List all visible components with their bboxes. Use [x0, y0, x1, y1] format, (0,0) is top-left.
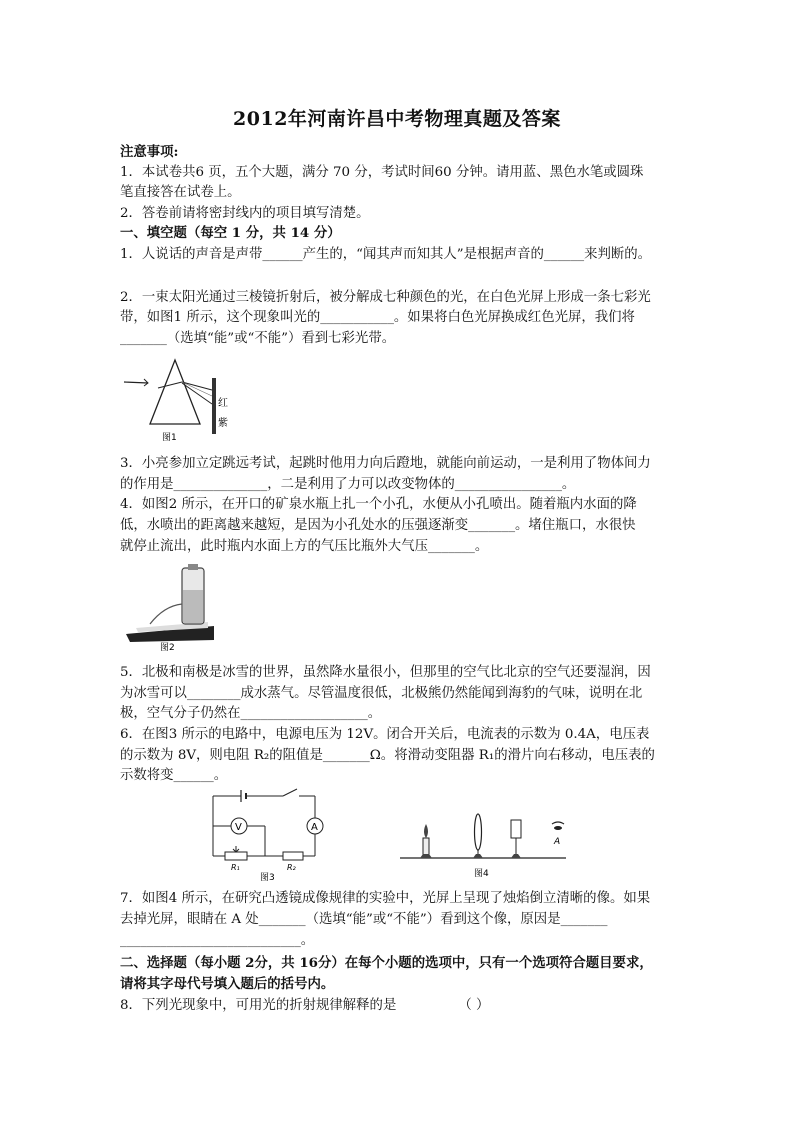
question-text: _______（选填“能”或“不能”）看到七彩光带。 [120, 331, 396, 346]
question-text: 5．北极和南极是冰雪的世界，虽然降水量很小，但那里的空气比北京的空气还要湿润，因 [120, 665, 651, 680]
figure-caption: 图4 [474, 869, 489, 879]
question-text: 就停止流出，此时瓶内水面上方的气压比瓶外大气压_______。 [120, 539, 489, 554]
section-heading: 二、选择题（每小题 2分，共 16分）在每个小题的选项中，只有一个选项符合题目要求， [120, 955, 653, 971]
r1-label: R₁ [231, 863, 240, 872]
page-title: 2012年河南许昌中考物理真题及答案 [233, 108, 561, 130]
notice-heading: 注意事项: [120, 144, 179, 160]
question-text: 低，水喷出的距离越来越短，是因为小孔处水的压强逐渐变_______。堵住瓶口，水很快 [120, 518, 636, 533]
r2-label: R₂ [287, 863, 296, 872]
question-text: 6．在图3 所示的电路中，电源电压为 12V。闭合开关后，电流表的示数为 0.4A，电压表 [120, 727, 650, 742]
section-heading: 请将其字母代号填入题后的括号内。 [120, 976, 335, 992]
figure-4-optical-bench [396, 806, 576, 882]
question-text: 极，空气分子仍然在___________________。 [120, 706, 382, 721]
eye-label: A [554, 837, 561, 847]
question-text: 带，如图1 所示，这个现象叫光的___________。如果将白色光屏换成红色光屏，我们将 [120, 310, 635, 325]
question-stem: 8．下列光现象中，可用光的折射规律解释的是 [120, 998, 397, 1013]
question-text: 1．人说话的声音是声带______产生的，“闻其声而知其人”是根据声音的______来判断的。 [120, 247, 652, 262]
section-heading: 一、填空题（每空 1 分，共 14 分） [120, 225, 341, 241]
question-text: 4．如图2 所示，在开口的矿泉水瓶上扎一个小孔，水便从小孔喷出。随着瓶内水面的降 [120, 497, 637, 512]
question-text: 的示数为 8V，则电阻 R₂的阻值是_______Ω。将滑动变阻器 R₁的滑片向右移动，电压表的 [120, 748, 655, 763]
question-text [120, 995, 690, 1016]
ammeter-label: A [311, 822, 318, 833]
answer-paren: （ ） [458, 998, 490, 1013]
question-text: 7．如图4 所示，在研究凸透镜成像规律的实验中，光屏上呈现了烛焰倒立清晰的像。如果 [120, 891, 651, 906]
question-text: 为冰雪可以________成水蒸气。尽管温度很低，北极熊仍然能闻到海豹的气味，说明在北 [120, 686, 643, 701]
voltmeter-label: V [235, 822, 242, 833]
figure-2-bottle [120, 562, 220, 654]
figure-1-prism [120, 352, 230, 444]
question-text: 2．一束太阳光通过三棱镜折射后，被分解成七种颜色的光，在白色光屏上形成一条七彩光 [120, 290, 651, 305]
notice-line: 笔直接答在试卷上。 [120, 185, 241, 200]
question-text: 的作用是______________，二是利用了力可以改变物体的________________。 [120, 477, 576, 492]
question-text: 去掉光屏，眼睛在 A 处_______（选填“能”或“不能”）看到这个像，原因是_______ [120, 912, 608, 927]
notice-line: 2．答卷前请将密封线内的项目填写清楚。 [120, 206, 370, 221]
figure-caption: 图3 [260, 873, 275, 882]
question-text: ___________________________。 [120, 933, 315, 948]
question-text: 示数将变______。 [120, 768, 228, 783]
figure-caption: 图2 [160, 643, 175, 653]
label-purple: 紫 [218, 418, 228, 429]
figure-3-circuit [205, 786, 325, 882]
question-text: 3．小亮参加立定跳远考试，起跳时他用力向后蹬地，就能向前运动，一是利用了物体间力 [120, 456, 651, 471]
figure-caption: 图1 [162, 433, 177, 443]
notice-line: 1．本试卷共6 页，五个大题，满分 70 分，考试时间60 分钟。请用蓝、黑色水笔或圆珠 [120, 165, 644, 180]
label-red: 红 [218, 398, 228, 409]
